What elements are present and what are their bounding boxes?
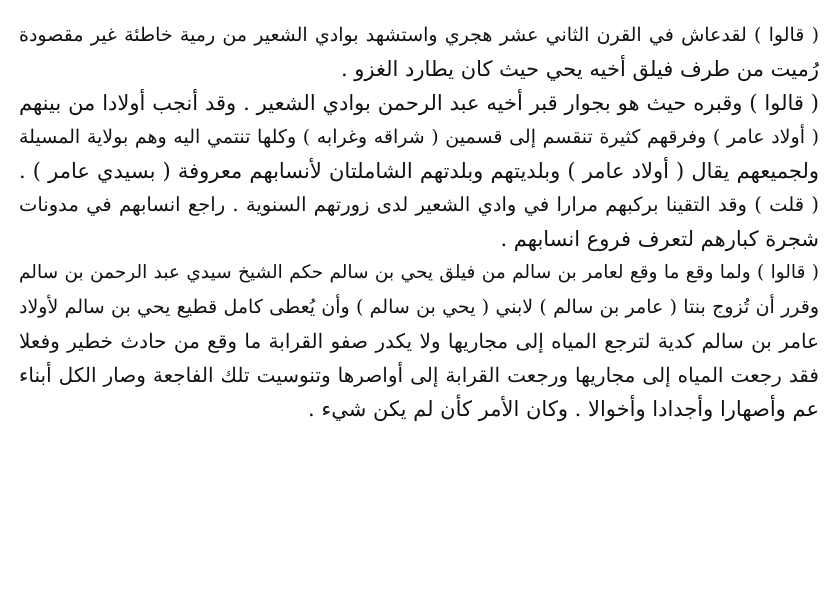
text-line: ( قلت ) وقد التقينا بركبهم مرارا في وادي الشعير لدى زورتهم السنوية . راجع انسابهم في مدونات (19, 193, 819, 216)
text-line: فقد رجعت المياه إلى مجاريها ورجعت القرابة إلى أواصرها وتنوسيت تلك الفاجعة وصار الكل أبناء (19, 363, 819, 387)
text-line: ( قالوا ) لقدعاش في القرن الثاني عشر هجري واستشهد بوادي الشعير من رمية خاطئة غير مقصودة (19, 24, 819, 46)
text-line: عم وأصهارا وأجدادا وأخوالا . وكان الأمر كأن لم يكن شيء . (308, 397, 819, 421)
text-line: عامر بن سالم كدية لترجع المياه إلى مجاريها ولا يكدر صفو القرابة ما وقع من حادث خطير وفعلا (19, 329, 819, 353)
text-line: ( أولاد عامر ) وفرقهم كثيرة تنقسم إلى قسمين ( شراقه وغرابه ) وكلها تنتمي اليه وهم بولاية المسيلة (19, 126, 819, 148)
text-line: ( قالوا ) وقبره حيث هو بجوار قبر أخيه عبد الرحمن بوادي الشعير . وقد أنجب أولادا من بينهم (19, 91, 819, 115)
text-line: ولجميعهم يقال ( أولاد عامر ) وبلديتهم وبلدتهم الشاملتان لأنسابهم معروفة ( بسيدي عامر ) . (19, 159, 819, 183)
text-line: رُميت من طرف فيلق أخيه يحي حيث كان يطارد الغزو . (340, 57, 819, 81)
text-line: وقرر أن تُزوج بنتا ( عامر بن سالم ) لابني ( يحي بن سالم ) وأن يُعطى كامل قطيع يحي بن سالم لأولاد (19, 296, 819, 318)
text-line: ( قالوا ) ولما وقع ما وقع لعامر بن سالم من فيلق يحي بن سالم حكم الشيخ سيدي عبد الرحمن بن سالم (19, 262, 819, 283)
text-line: شجرة كبارهم لتعرف فروع انسابهم . (500, 227, 819, 251)
